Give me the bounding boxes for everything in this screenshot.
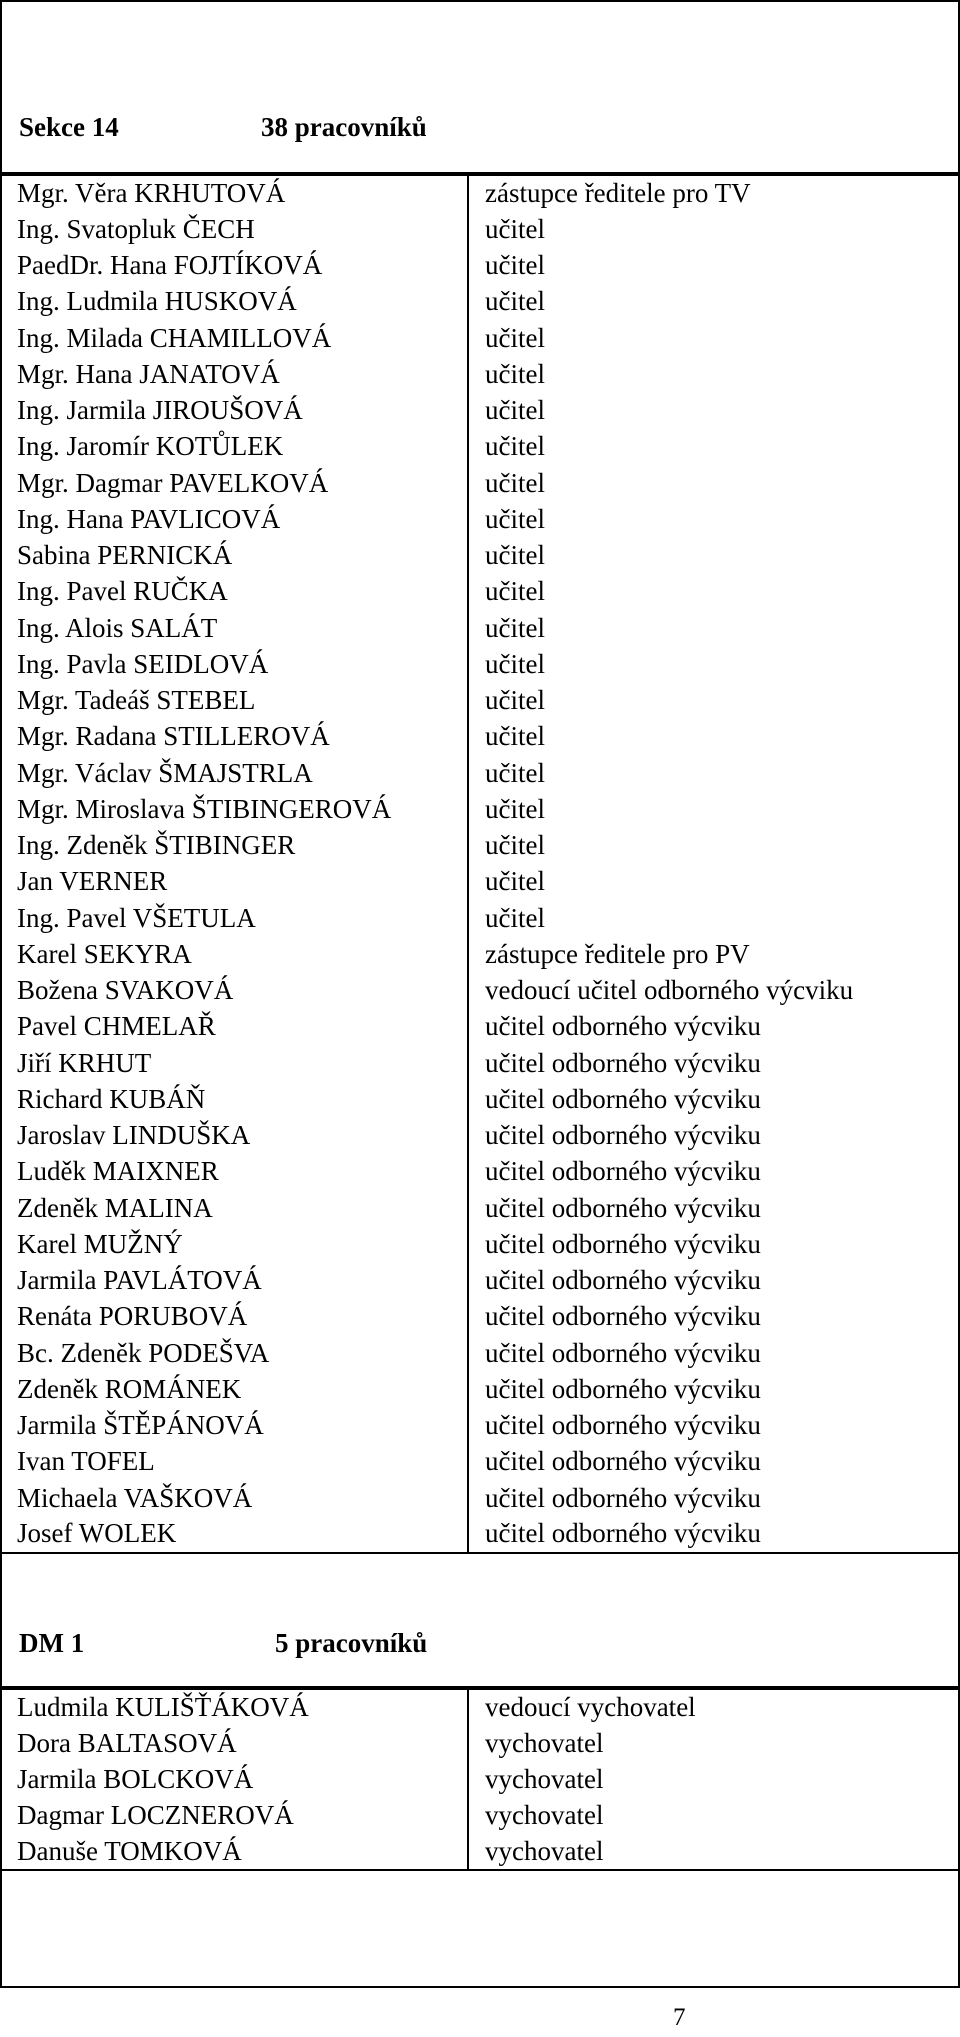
staff-name: Mgr. Dagmar PAVELKOVÁ [0,465,468,501]
staff-name: Ing. Svatopluk ČECH [0,211,468,247]
staff-role: učitel odborného výcviku [485,1410,761,1441]
staff-role: učitel [485,540,545,571]
table-row [0,1263,960,1299]
table-row [0,1154,960,1190]
section-count: 38 pracovníků [261,112,427,142]
staff-role: učitel [485,721,545,752]
staff-name: Ing. Pavel RUČKA [0,574,468,610]
staff-role: učitel odborného výcviku [485,1482,761,1513]
table-row [0,1762,960,1798]
staff-role: vychovatel [485,1800,604,1831]
staff-name: Ing. Jarmila JIROUŠOVÁ [0,393,468,429]
staff-name: Mgr. Tadeáš STEBEL [0,683,468,719]
section-title: Sekce 14 [19,112,119,142]
table-row [0,755,960,791]
table-row [0,538,960,574]
section-title: DM 1 [19,1628,85,1658]
staff-table [0,1688,960,1871]
table-row [0,1725,960,1761]
staff-role: učitel odborného výcviku [485,1228,761,1259]
staff-name: Ing. Milada CHAMILLOVÁ [0,320,468,356]
table-row [0,791,960,827]
staff-name: Renáta PORUBOVÁ [0,1299,468,1335]
table-row [0,1371,960,1407]
table-row [0,1444,960,1480]
table-row [0,574,960,610]
staff-role: vychovatel [485,1727,604,1758]
table-row [0,320,960,356]
staff-role: zástupce ředitele pro TV [485,178,751,209]
staff-name: Ing. Hana PAVLICOVÁ [0,501,468,537]
table-row [0,828,960,864]
staff-name: Ivan TOFEL [0,1444,468,1480]
staff-role: vychovatel [485,1836,604,1867]
staff-name: Richard KUBÁŇ [0,1081,468,1117]
table-row [0,1226,960,1262]
staff-role: učitel odborného výcviku [485,1011,761,1042]
staff-role: učitel [485,213,545,244]
staff-name: Karel SEKYRA [0,936,468,972]
table-row [0,1299,960,1335]
table-row [0,683,960,719]
table-row [0,1045,960,1081]
staff-role: vychovatel [485,1764,604,1795]
table-row [0,900,960,936]
staff-role: vedoucí vychovatel [485,1692,696,1723]
staff-name: Jiří KRHUT [0,1045,468,1081]
staff-role: učitel [485,902,545,933]
staff-name: Ing. Jaromír KOTŮLEK [0,429,468,465]
section-header [0,0,960,174]
table-row [0,284,960,320]
staff-name: Jarmila PAVLÁTOVÁ [0,1263,468,1299]
staff-name: PaedDr. Hana FOJTÍKOVÁ [0,248,468,284]
table-row [0,1798,960,1834]
staff-name: Jarmila BOLCKOVÁ [0,1762,468,1798]
staff-name: Karel MUŽNÝ [0,1226,468,1262]
staff-name: Ing. Alois SALÁT [0,610,468,646]
table-row [0,864,960,900]
staff-name: Luděk MAIXNER [0,1154,468,1190]
staff-role: učitel odborného výcviku [485,1156,761,1187]
staff-role: učitel [485,576,545,607]
staff-name: Josef WOLEK [0,1516,468,1552]
staff-name: Jan VERNER [0,864,468,900]
table-row [0,1335,960,1371]
staff-role: učitel odborného výcviku [485,1120,761,1151]
section-header [0,1556,960,1688]
staff-role: učitel [485,503,545,534]
table-row [0,211,960,247]
table-row [0,1689,960,1725]
staff-name: Sabina PERNICKÁ [0,538,468,574]
staff-role: učitel [485,467,545,498]
staff-role: vedoucí učitel odborného výcviku [485,975,854,1006]
staff-role: učitel [485,830,545,861]
staff-name: Ing. Pavel VŠETULA [0,900,468,936]
table-row [0,393,960,429]
table-row [0,465,960,501]
staff-role: učitel odborného výcviku [485,1446,761,1477]
staff-name: Mgr. Hana JANATOVÁ [0,356,468,392]
staff-role: učitel [485,431,545,462]
staff-name: Ing. Zdeněk ŠTIBINGER [0,828,468,864]
staff-name: Mgr. Věra KRHUTOVÁ [0,175,468,211]
staff-role: učitel odborného výcviku [485,1192,761,1223]
table-row [0,719,960,755]
staff-role: učitel [485,612,545,643]
table-row [0,646,960,682]
staff-table-body [0,1689,960,1870]
staff-role: učitel [485,395,545,426]
staff-role: učitel [485,322,545,353]
staff-name: Danuše TOMKOVÁ [0,1834,468,1870]
staff-role: učitel [485,757,545,788]
staff-role: učitel odborného výcviku [485,1083,761,1114]
table-row [0,1516,960,1552]
staff-role: učitel [485,648,545,679]
table-row [0,1408,960,1444]
table-row [0,1009,960,1045]
staff-name: Mgr. Radana STILLEROVÁ [0,719,468,755]
staff-role: učitel [485,685,545,716]
staff-name: Ing. Ludmila HUSKOVÁ [0,284,468,320]
staff-role: učitel odborného výcviku [485,1301,761,1332]
table-row [0,429,960,465]
table-row [0,501,960,537]
staff-name: Dagmar LOCZNEROVÁ [0,1798,468,1834]
staff-role: učitel odborného výcviku [485,1265,761,1296]
table-row [0,175,960,211]
staff-table-body [0,175,960,1553]
table-row [0,936,960,972]
staff-role: zástupce ředitele pro PV [485,938,750,969]
staff-name: Bc. Zdeněk PODEŠVA [0,1335,468,1371]
staff-name: Michaela VAŠKOVÁ [0,1480,468,1516]
staff-role: učitel odborného výcviku [485,1337,761,1368]
staff-role: učitel odborného výcviku [485,1047,761,1078]
table-row [0,1190,960,1226]
staff-role: učitel odborného výcviku [485,1518,761,1549]
table-row [0,248,960,284]
table-row [0,1480,960,1516]
staff-name: Dora BALTASOVÁ [0,1725,468,1761]
staff-name: Jaroslav LINDUŠKA [0,1118,468,1154]
page-number: 7 [673,2004,686,2031]
staff-role: učitel [485,793,545,824]
staff-name: Ing. Pavla SEIDLOVÁ [0,646,468,682]
table-row [0,1118,960,1154]
staff-role: učitel [485,250,545,281]
staff-name: Jarmila ŠTĚPÁNOVÁ [0,1408,468,1444]
staff-name: Mgr. Václav ŠMAJSTRLA [0,755,468,791]
staff-role: učitel [485,286,545,317]
table-row [0,973,960,1009]
staff-name: Zdeněk ROMÁNEK [0,1371,468,1407]
table-row [0,356,960,392]
table-row [0,610,960,646]
staff-name: Zdeněk MALINA [0,1190,468,1226]
staff-name: Božena SVAKOVÁ [0,973,468,1009]
section-count: 5 pracovníků [275,1628,428,1658]
staff-role: učitel [485,866,545,897]
table-row [0,1081,960,1117]
staff-role: učitel [485,358,545,389]
staff-name: Mgr. Miroslava ŠTIBINGEROVÁ [0,791,468,827]
staff-name: Pavel CHMELAŘ [0,1009,468,1045]
table-row [0,1834,960,1870]
staff-table [0,174,960,1554]
staff-name: Ludmila KULIŠŤÁKOVÁ [0,1689,468,1725]
staff-role: učitel odborného výcviku [485,1373,761,1404]
